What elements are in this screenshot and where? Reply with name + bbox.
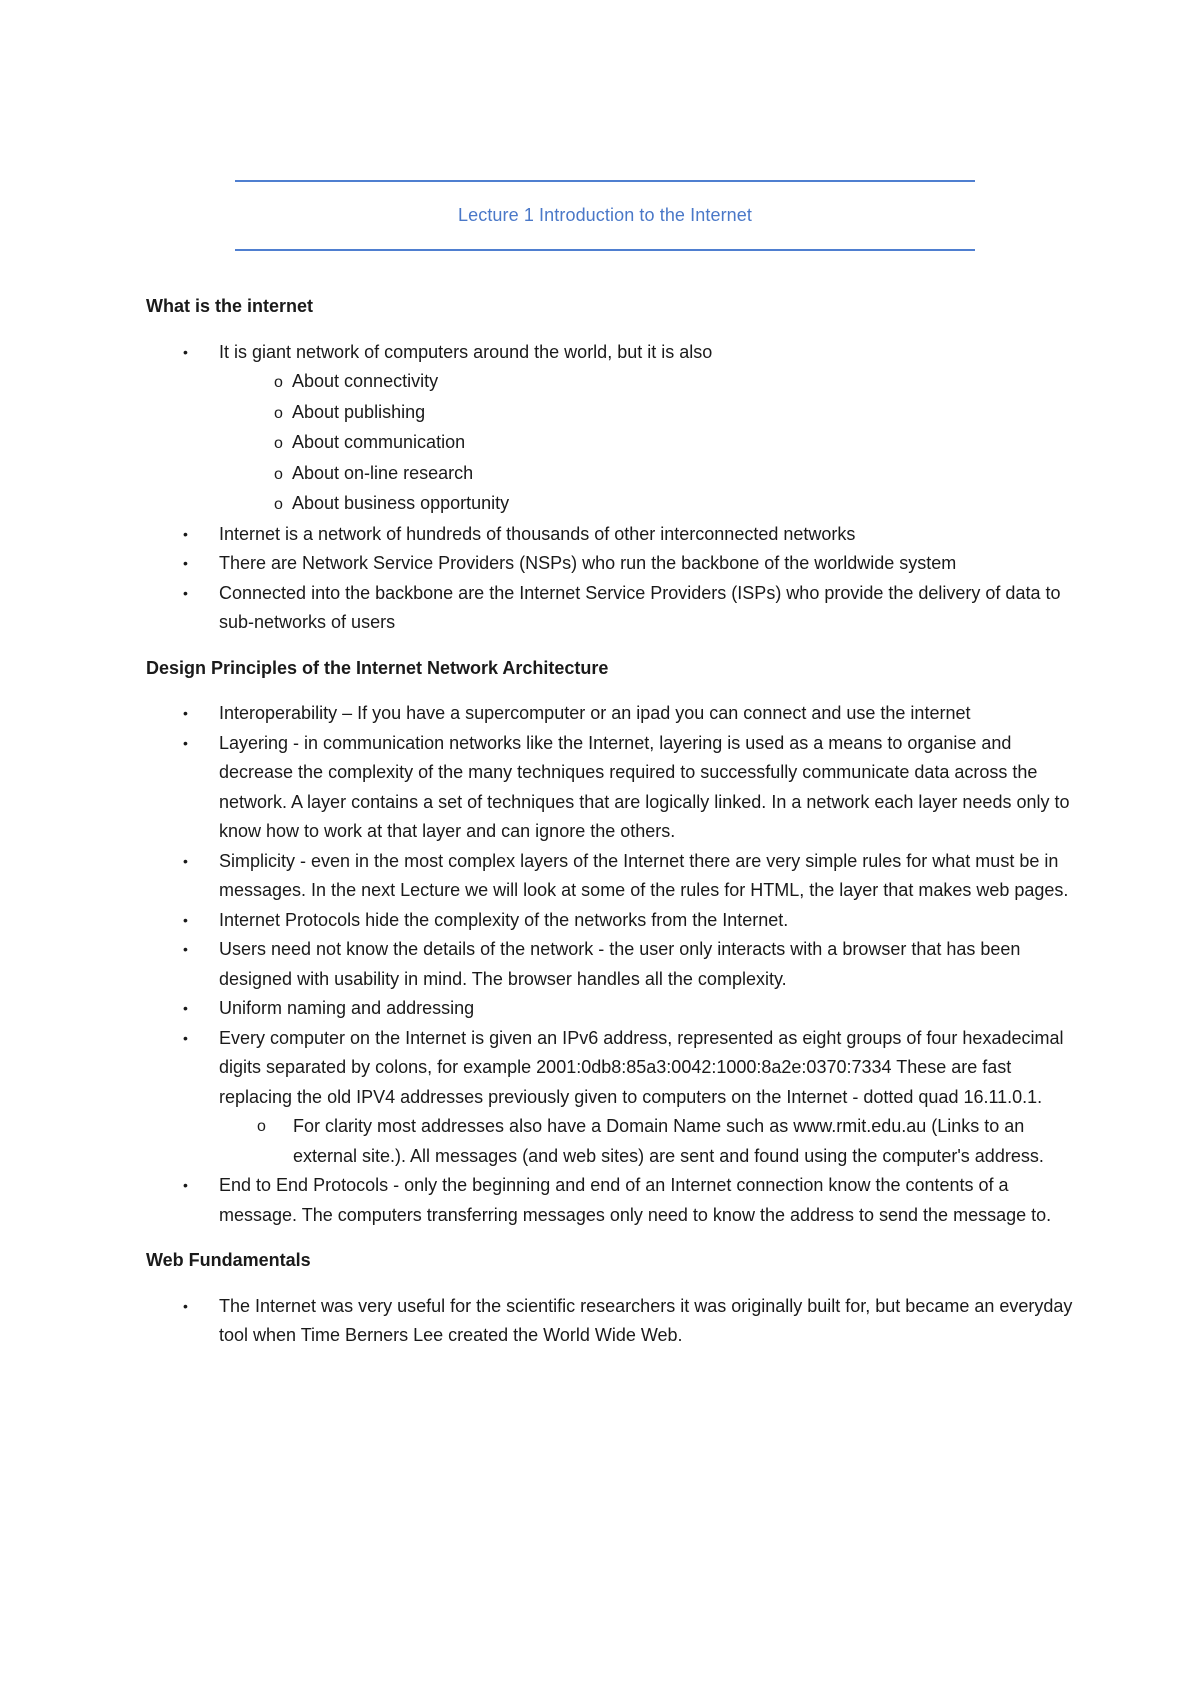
list-item-text: Every computer on the Internet is given an IPv6 address, represented as eight groups of four hexadecimal digits separated by colons, for example 2001:0db8:85a3:0042:1000:8a2e:0370:7334 These are fast replacing the old IPV4 addresses previously given to computers on the Internet - dotted quad 16.11.0.1. (219, 1027, 1064, 1107)
list-item-text: Layering - in communication networks like the Internet, layering is used as a means to organise and decrease the complexity of the many techniques required to successfully communicate data across the network. A layer contains a set of techniques that are logically linked. In a network each layer needs only to know how to work at that layer and can ignore the others. (219, 732, 1070, 841)
sub-list-item (146, 428, 1076, 459)
list-item (146, 338, 1076, 520)
list-item-text: Internet is a network of hundreds of thousands of other interconnected networks (219, 523, 856, 544)
bullet-marker: • (183, 525, 188, 542)
sub-list (146, 1112, 1076, 1171)
section-heading: What is the internet (146, 296, 314, 316)
bullet-marker: • (183, 1297, 188, 1314)
list-item-text: Interoperability – If you have a supercomputer or an ipad you can connect and use the internet (219, 703, 971, 723)
bullet-marker: • (183, 584, 188, 601)
title-rule-bottom (235, 249, 975, 251)
list-item (146, 549, 1076, 579)
sub-list-item-text: About business opportunity (292, 493, 510, 513)
list-item (146, 729, 1076, 847)
list-item (146, 1024, 1076, 1172)
bullet-marker: • (183, 343, 188, 360)
list-item-text: Internet Protocols hide the complexity of the networks from the Internet. (219, 909, 789, 930)
list-item-text: The Internet was very useful for the scientific researchers it was originally built for, but became an everyday tool when Time Berners Lee created the World Wide Web. (219, 1295, 1073, 1345)
list-item (146, 1171, 1076, 1230)
list-item (146, 520, 1076, 550)
bullet-marker: • (183, 1000, 188, 1016)
sub-marker: o (274, 435, 283, 452)
sub-marker: o (274, 374, 283, 391)
list-item (146, 935, 1076, 994)
list-item-text: Users need not know the details of the network - the user only interacts with a browser that has been designed with usability in mind. The browser handles all the complexity. (219, 939, 1021, 989)
sub-list-item-text: For clarity most addresses also have a Domain Name such as www.rmit.edu.au (Links to an external site.). All messages (and web sites) are sent and found using the computer's address. (293, 1116, 1044, 1166)
bullet-marker: • (183, 1029, 188, 1046)
page-title: Lecture 1 Introduction to the Internet (458, 205, 752, 225)
title-rule-top (235, 180, 975, 182)
bullet-marker: • (183, 734, 188, 751)
list-item-text: It is giant network of computers around the world, but it is also (219, 341, 713, 362)
bullet-marker: • (183, 1177, 188, 1193)
list-item-text: Simplicity - even in the most complex layers of the Internet there are very simple rules for what must be in messages. In the next Lecture we will look at some of the rules for HTML, the layer that makes web pages. (219, 850, 1069, 900)
bullet-marker: • (183, 555, 188, 571)
list-item-text: Uniform naming and addressing (219, 998, 475, 1018)
section-heading: Web Fundamentals (146, 1250, 311, 1270)
list-item (146, 906, 1076, 936)
sub-list-item (146, 489, 1076, 520)
bullet-list (146, 1292, 1076, 1351)
list-item (146, 579, 1076, 638)
bullet-list (146, 699, 1076, 1230)
list-item-text: Connected into the backbone are the Internet Service Providers (ISPs) who provide the delivery of data to sub-networks of users (219, 582, 1061, 632)
list-item (146, 994, 1076, 1024)
sub-list-item (146, 398, 1076, 429)
sub-list-item (146, 459, 1076, 490)
sub-list (146, 367, 1076, 520)
sub-list-item-text: About communication (292, 432, 466, 452)
sub-list-item-text: About publishing (292, 401, 426, 422)
sub-list-item (146, 367, 1076, 398)
sub-list-item (146, 1112, 1076, 1171)
section-heading: Design Principles of the Internet Network Architecture (146, 657, 609, 678)
sub-list-item-text: About on-line research (292, 462, 474, 483)
bullet-marker: • (183, 941, 188, 957)
bullet-marker: • (183, 911, 188, 928)
document-body (146, 292, 1076, 1367)
list-item-text: There are Network Service Providers (NSPs) who run the backbone of the worldwide system (219, 553, 957, 573)
sub-marker: o (257, 1118, 266, 1135)
list-item (146, 847, 1076, 906)
sub-marker: o (274, 496, 283, 513)
sub-marker: o (274, 465, 283, 483)
list-item (146, 699, 1076, 729)
bullet-marker: • (183, 705, 188, 721)
list-item (146, 1292, 1076, 1351)
sub-marker: o (274, 404, 283, 422)
list-item-text: End to End Protocols - only the beginning and end of an Internet connection know the contents of a message. The computers transferring messages only need to know the address to send the message to. (219, 1175, 1052, 1225)
bullet-list (146, 338, 1076, 638)
sub-list-item-text: About connectivity (292, 371, 439, 391)
bullet-marker: • (183, 852, 188, 869)
